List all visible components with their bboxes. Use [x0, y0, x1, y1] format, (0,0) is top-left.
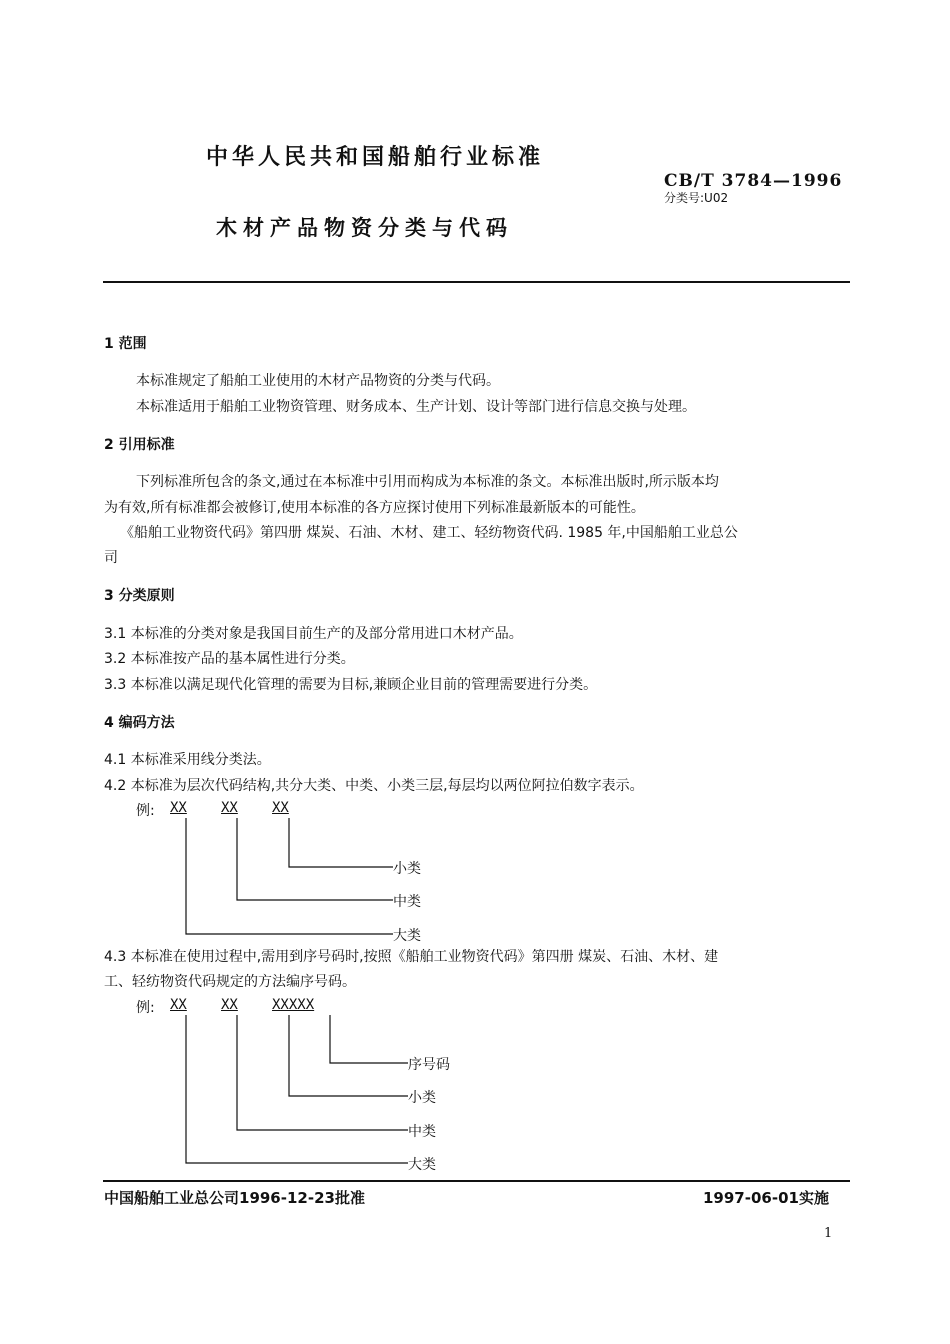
standard-code: CB/T 3784—1996	[664, 171, 843, 191]
page-number: 1	[824, 1226, 833, 1241]
example-1-bracket-lines	[186, 818, 393, 934]
example-2-label-serial: 序号码	[408, 1057, 450, 1073]
example-2-major-connector	[186, 1015, 408, 1163]
clause-4-2: 4.2 本标准为层次代码结构,共分大类、中类、小类三层,每层均以两位阿拉伯数字表示。	[104, 778, 644, 794]
section-2-reference-line-1: 《船舶工业物资代码》第四册 煤炭、石油、木材、建工、轻纺物资代码. 1985 年,中国船舶工业总公	[120, 525, 738, 541]
industry-standard-heading: 中华人民共和国船舶行业标准	[206, 145, 545, 170]
example-1-minor-connector	[289, 818, 393, 867]
clause-4-3-line-2: 工、轻纺物资代码规定的方法编序号码。	[104, 974, 356, 990]
example-2-bracket-lines	[186, 1015, 408, 1163]
example-1-code-group-minor: XX	[272, 800, 289, 816]
section-1-paragraph-2: 本标准适用于船舶工业物资管理、财务成本、生产计划、设计等部门进行信息交换与处理。	[136, 399, 696, 415]
example-1-code-group-major: XX	[170, 800, 187, 816]
example-2-minor-connector	[289, 1015, 408, 1096]
clause-4-1: 4.1 本标准采用线分类法。	[104, 752, 271, 768]
clause-3-3: 3.3 本标准以满足现代化管理的需要为目标,兼顾企业目前的管理需要进行分类。	[104, 677, 598, 693]
clause-4-3-line-1: 4.3 本标准在使用过程中,需用到序号码时,按照《船舶工业物资代码》第四册 煤炭、石油、木材、建	[104, 949, 719, 965]
example-2-code-group-major: XX	[170, 997, 187, 1013]
clause-3-1: 3.1 本标准的分类对象是我国目前生产的及部分常用进口木材产品。	[104, 626, 523, 642]
example-2-serial-connector	[330, 1015, 408, 1063]
example-2-label-major: 大类	[408, 1157, 436, 1173]
example-1-label-major: 大类	[393, 928, 421, 944]
section-2-paragraph-1-line-2: 为有效,所有标准都会被修订,使用本标准的各方应探讨使用下列标准最新版本的可能性。	[104, 500, 645, 516]
example-2-prefix: 例:	[136, 1000, 155, 1016]
section-2-heading: 2 引用标准	[104, 437, 175, 453]
example-2-label-minor: 小类	[408, 1090, 436, 1106]
example-1-prefix: 例:	[136, 803, 155, 819]
classification-number: 分类号:U02	[664, 191, 729, 205]
section-3-heading: 3 分类原则	[104, 588, 175, 604]
example-1-code-group-middle: XX	[221, 800, 238, 816]
example-2-code-group-serial: XXXXX	[272, 997, 315, 1013]
example-1-middle-connector	[237, 818, 393, 900]
section-2-paragraph-1-line-1: 下列标准所包含的条文,通过在本标准中引用而构成为本标准的条文。本标准出版时,所示版本均	[136, 474, 719, 490]
example-1-label-middle: 中类	[393, 894, 421, 910]
footer-divider	[103, 1180, 850, 1182]
example-1-label-minor: 小类	[393, 861, 421, 877]
approval-statement: 中国船舶工业总公司1996-12-23批准	[104, 1189, 365, 1207]
section-4-heading: 4 编码方法	[104, 715, 175, 731]
document-title: 木材产品物资分类与代码	[216, 216, 513, 240]
example-2-code-group-middle: XX	[221, 997, 238, 1013]
example-2-label-middle: 中类	[408, 1124, 436, 1140]
clause-3-2: 3.2 本标准按产品的基本属性进行分类。	[104, 651, 355, 667]
section-1-heading: 1 范围	[104, 336, 147, 352]
example-2-middle-connector	[237, 1015, 408, 1130]
section-1-paragraph-1: 本标准规定了船舶工业使用的木材产品物资的分类与代码。	[136, 373, 500, 389]
section-2-reference-line-2: 司	[104, 550, 118, 566]
effective-date: 1997-06-01实施	[703, 1189, 829, 1207]
